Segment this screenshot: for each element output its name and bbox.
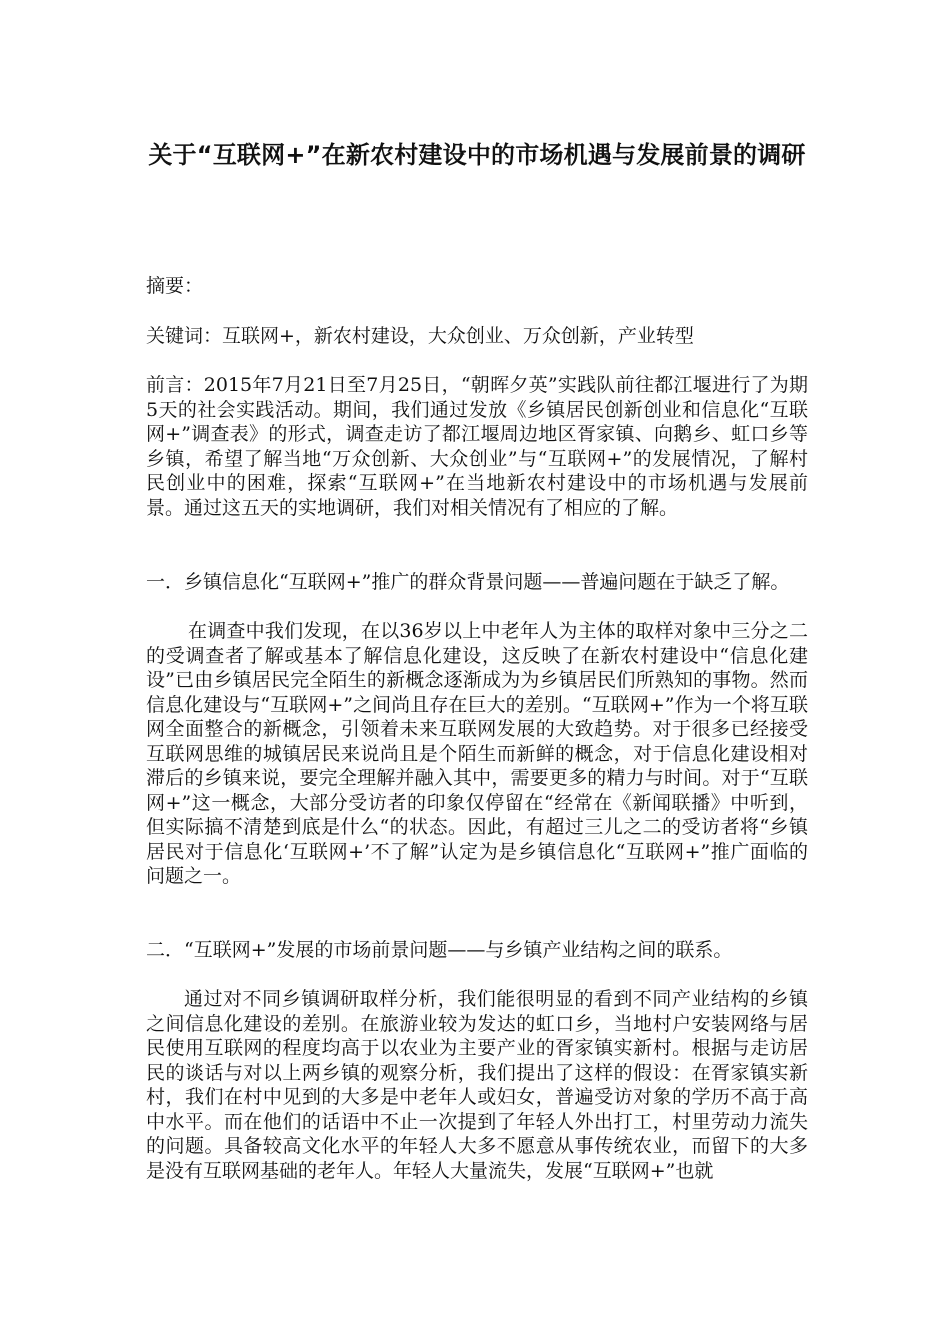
keywords-line: 关键词：互联网+，新农村建设，大众创业、万众创新，产业转型 — [146, 325, 694, 347]
document-title: 关于“互联网+”在新农村建设中的市场机遇与发展前景的调研 — [148, 141, 806, 169]
section-2-heading: 二．“互联网+”发展的市场前景问题——与乡镇产业结构之间的联系。 — [146, 939, 733, 961]
preface-paragraph: 前言：2015年7月21日至7月25日，“朝晖夕英”实践队前往都江堰进行了为期5天的社会实践活动。期间，我们通过发放《乡镇居民创新创业和信息化“互联网+”调查表》的形式，调查走访了都江堰周边地区胥家镇、向鹅乡、虹口乡等乡镇，希望了解当地“万众创新、大众创业”与“互联网+”的发展情况，了解村民创业中的困难，探索“互联网+”在当地新农村建设中的市场机遇与发展前景。通过这五天的实地调研，我们对相关情况有了相应的了解。 — [146, 374, 808, 519]
abstract-label: 摘要： — [146, 275, 204, 297]
section-2-body: 通过对不同乡镇调研取样分析，我们能很明显的看到不同产业结构的乡镇之间信息化建设的差别。在旅游业较为发达的虹口乡，当地村户安装网络与居民使用互联网的程度均高于以农业为主要产业的胥家镇实新村。根据与走访居民的谈话与对以上两乡镇的观察分析，我们提出了这样的假设：在胥家镇实新村，我们在村中见到的大多是中老年人或妇女，普遍受访对象的学历不高于高中水平。而在他们的话语中不止一次提到了年轻人外出打工，村里劳动力流失的问题。具备较高文化水平的年轻人大多不愿意从事传统农业，而留下的大多是没有互联网基础的老年人。年轻人大量流失，发展“互联网+”也就 — [146, 988, 808, 1182]
section-1-body: 在调查中我们发现，在以36岁以上中老年人为主体的取样对象中三分之二的受调查者了解或基本了解信息化建设，这反映了在新农村建设中“信息化建设”已由乡镇居民完全陌生的新概念逐渐成为为乡镇居民们所熟知的事物。然而信息化建设与“互联网+”之间尚且存在巨大的差别。“互联网+”作为一个将互联网全面整合的新概念，引领着未来互联网发展的大致趋势。对于很多已经接受互联网思维的城镇居民来说尚且是个陌生而新鲜的概念，对于信息化建设相对滞后的乡镇来说，要完全理解并融入其中，需要更多的精力与时间。对于“互联网+”这一概念，大部分受访者的印象仅停留在“经常在《新闻联播》中听到，但实际搞不清楚到底是什么“的状态。因此，有超过三儿之二的受访者将“乡镇居民对于信息化‘互联网+’不了解”认定为是乡镇信息化“互联网+”推广面临的问题之一。 — [146, 620, 808, 887]
section-1-heading: 一．乡镇信息化“互联网+”推广的群众背景问题——普遍问题在于缺乏了解。 — [146, 571, 790, 593]
